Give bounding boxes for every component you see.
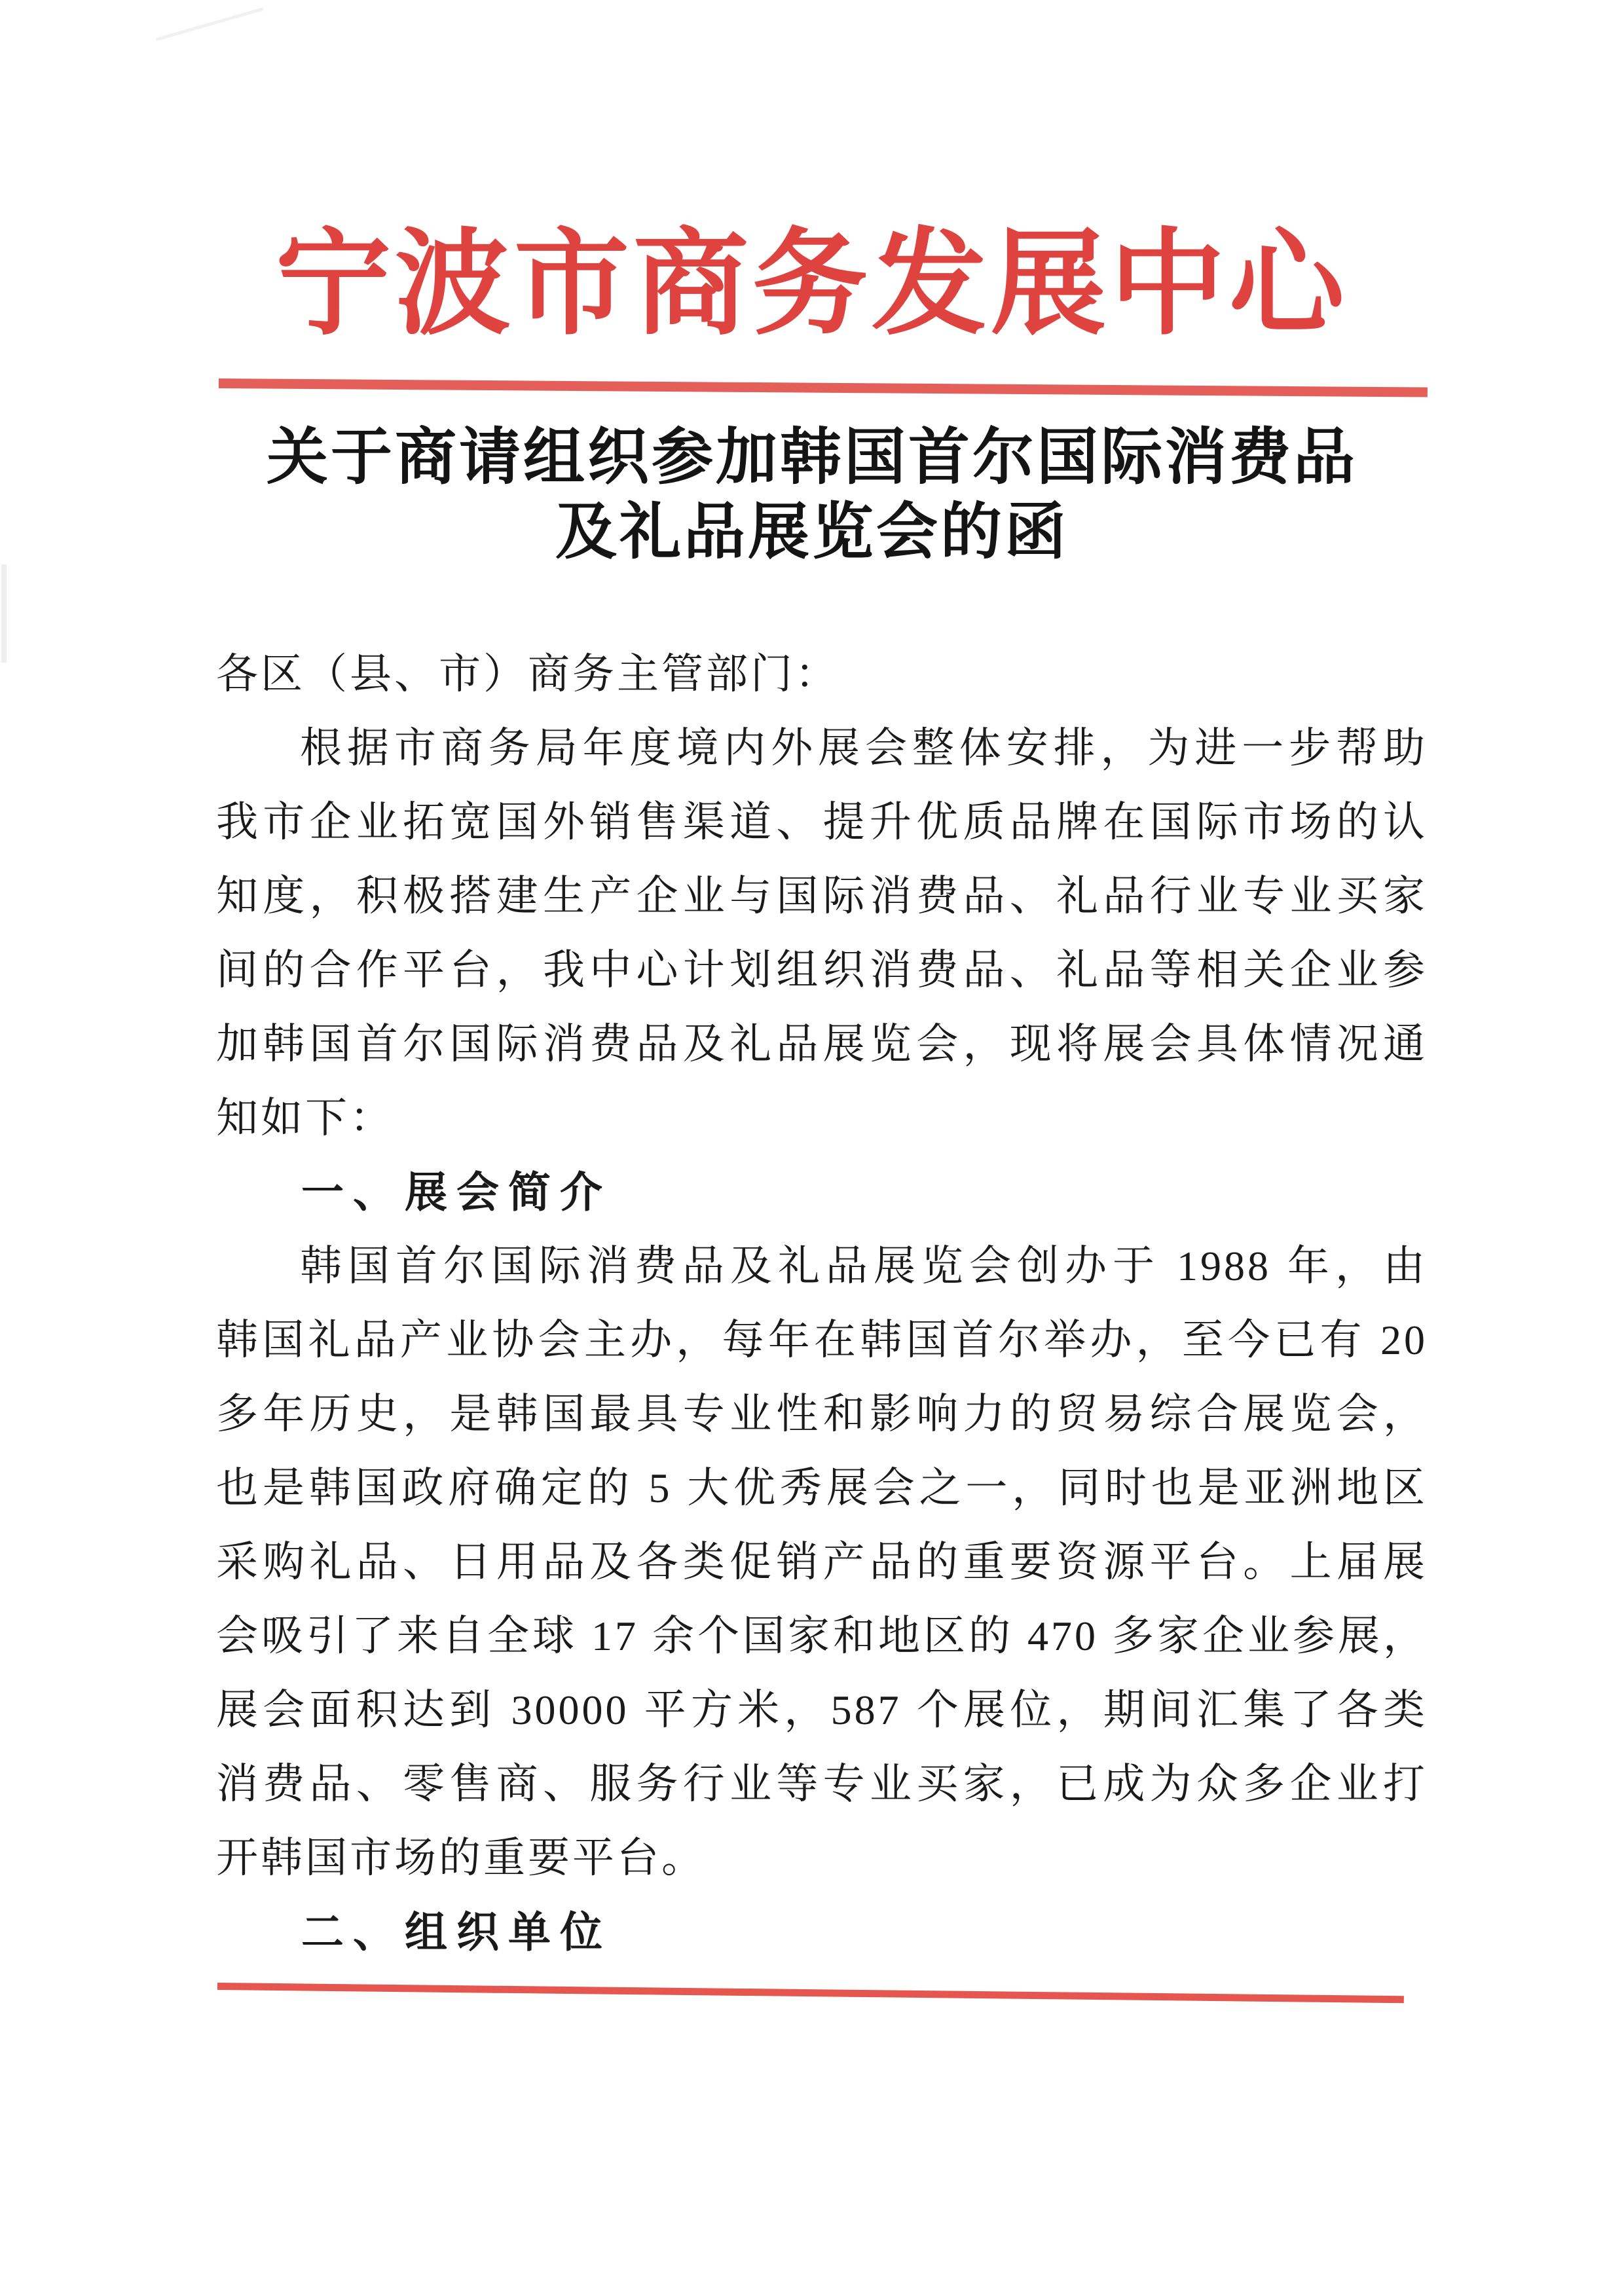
body-line: 知度，积极搭建生产企业与国际消费品、礼品行业专业买家: [216, 873, 1428, 919]
body-line: 根据市商务局年度境内外展会整体安排，为进一步帮助: [300, 725, 1428, 771]
body-line: 韩国礼品产业协会主办，每年在韩国首尔举办，至今已有 20: [216, 1317, 1428, 1363]
salutation-line: 各区（县、市）商务主管部门：: [216, 651, 840, 697]
body-line: 多年历史，是韩国最具专业性和影响力的贸易综合展览会，: [216, 1391, 1428, 1437]
body-line: 会吸引了来自全球 17 余个国家和地区的 470 多家企业参展，: [216, 1613, 1428, 1659]
body-line: 采购礼品、日用品及各类促销产品的重要资源平台。上届展: [216, 1539, 1428, 1585]
document-body: [216, 637, 1428, 1969]
section-heading-1: 一、展会简介: [301, 1168, 612, 1216]
body-line: 我市企业拓宽国外销售渠道、提升优质品牌在国际市场的认: [216, 799, 1428, 845]
section-heading-2: 二、组织单位: [301, 1908, 612, 1956]
letterhead-org-name: 宁波市商务发展中心: [275, 221, 1348, 349]
document-title-line-2: 及礼品展览会的函: [555, 498, 1069, 566]
document-title-line-1: 关于商请组织参加韩国首尔国际消费品: [266, 424, 1357, 492]
body-line: 展会面积达到 30000 平方米，587 个展位，期间汇集了各类: [216, 1687, 1428, 1733]
body-line: 消费品、零售商、服务行业等专业买家，已成为众多企业打: [216, 1761, 1428, 1807]
body-line: 加韩国首尔国际消费品及礼品展览会，现将展会具体情况通: [216, 1021, 1428, 1067]
document-title: [0, 420, 1624, 570]
body-line: 开韩国市场的重要平台。: [216, 1835, 706, 1881]
scan-artifact: [1, 564, 7, 663]
scan-artifact: [156, 7, 264, 41]
letterhead-divider-rule: [219, 378, 1428, 397]
body-line: 韩国首尔国际消费品及礼品展览会创办于 1988 年，由: [300, 1243, 1428, 1289]
body-line: 间的合作平台，我中心计划组织消费品、礼品等相关企业参: [216, 947, 1428, 993]
body-line: 知如下：: [216, 1095, 394, 1141]
body-line: 也是韩国政府确定的 5 大优秀展会之一，同时也是亚洲地区: [216, 1465, 1428, 1511]
footer-rule: [217, 1983, 1404, 2003]
